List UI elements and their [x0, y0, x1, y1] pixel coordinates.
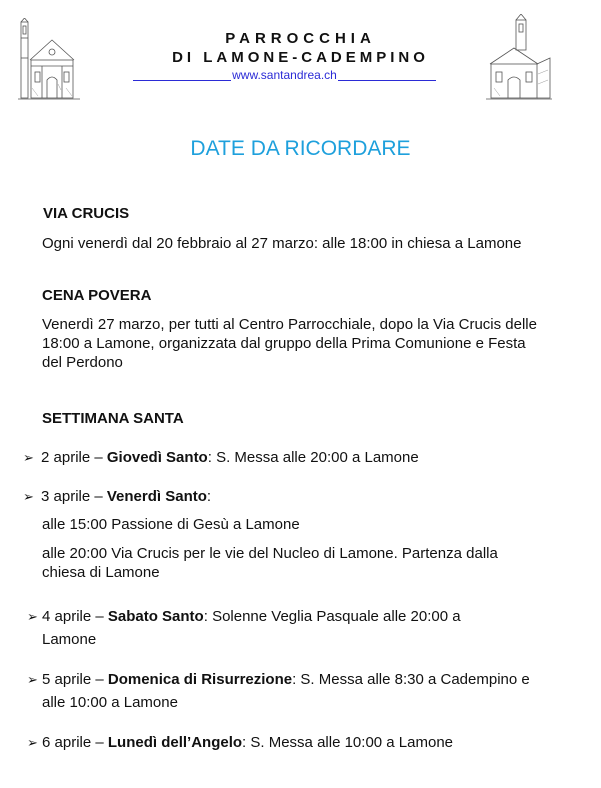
item-details: : S. Messa alle 20:00 a Lamone: [207, 449, 419, 466]
item-date: 5 aprile –: [42, 671, 108, 688]
item-name: Domenica di Risurrezione: [107, 671, 293, 688]
item-date: 3 aprile –: [41, 488, 107, 505]
cena-povera-line2: 18:00 a Lamone, organizzata dal gruppo della Prima Comunione e Festa: [42, 335, 526, 352]
bullet-arrow-icon: ➢: [27, 672, 38, 687]
venerdi-santo-via-crucis-line1: alle 20:00 Via Crucis per le vie del Nucleo di Lamone. Partenza dalla: [42, 545, 498, 562]
item-date: 2 aprile –: [41, 449, 107, 466]
list-item-sabato-santo: [42, 607, 461, 626]
bullet-arrow-icon: ➢: [27, 735, 38, 750]
venerdi-santo-passione: alle 15:00 Passione di Gesù a Lamone: [42, 516, 300, 533]
cena-povera-line1: Venerdì 27 marzo, per tutti al Centro Parrocchiale, dopo la Via Crucis delle: [42, 316, 537, 333]
list-item-lunedi-angelo: [42, 733, 453, 752]
item-details: : S. Messa alle 8:30 a Cadempino e: [292, 671, 530, 688]
bullet-arrow-icon: ➢: [23, 489, 34, 504]
item-name: Giovedì Santo: [106, 449, 208, 466]
list-item-venerdi-santo: [41, 487, 211, 506]
cena-povera-line3: del Perdono: [42, 354, 123, 371]
item-details: : Solenne Veglia Pasquale alle 20:00 a: [203, 608, 461, 625]
section-heading-cena-povera: CENA POVERA: [42, 287, 152, 304]
page-title: DATE DA RICORDARE: [190, 137, 411, 160]
item-name: Venerdì Santo: [106, 488, 207, 505]
item-date: 6 aprile –: [42, 734, 108, 751]
section-heading-via-crucis: VIA CRUCIS: [43, 205, 130, 222]
sabato-santo-continuation: Lamone: [42, 631, 97, 648]
item-name: Lunedì dell’Angelo: [107, 734, 243, 751]
item-name: Sabato Santo: [107, 608, 204, 625]
parish-name-line2: DI LAMONE-CADEMPINO: [172, 49, 429, 66]
via-crucis-text: Ogni venerdì dal 20 febbraio al 27 marzo: alle 18:00 in chiesa a Lamone: [42, 235, 522, 252]
venerdi-santo-via-crucis-line2: chiesa di Lamone: [42, 564, 160, 581]
domenica-risurrezione-continuation: alle 10:00 a Lamone: [42, 694, 178, 711]
bullet-arrow-icon: ➢: [27, 609, 38, 624]
website-link[interactable]: www.santandrea.ch: [232, 68, 337, 82]
list-item-giovedi-santo: [41, 448, 419, 467]
item-details: :: [206, 488, 212, 505]
section-heading-settimana-santa: SETTIMANA SANTA: [42, 410, 184, 427]
website-link-row: [133, 68, 436, 82]
list-item-domenica-risurrezione: [42, 670, 530, 689]
item-date: 4 aprile –: [42, 608, 108, 625]
item-details: : S. Messa alle 10:00 a Lamone: [242, 734, 454, 751]
bullet-arrow-icon: ➢: [23, 450, 34, 465]
parish-name-line1: PARROCCHIA: [225, 30, 376, 47]
